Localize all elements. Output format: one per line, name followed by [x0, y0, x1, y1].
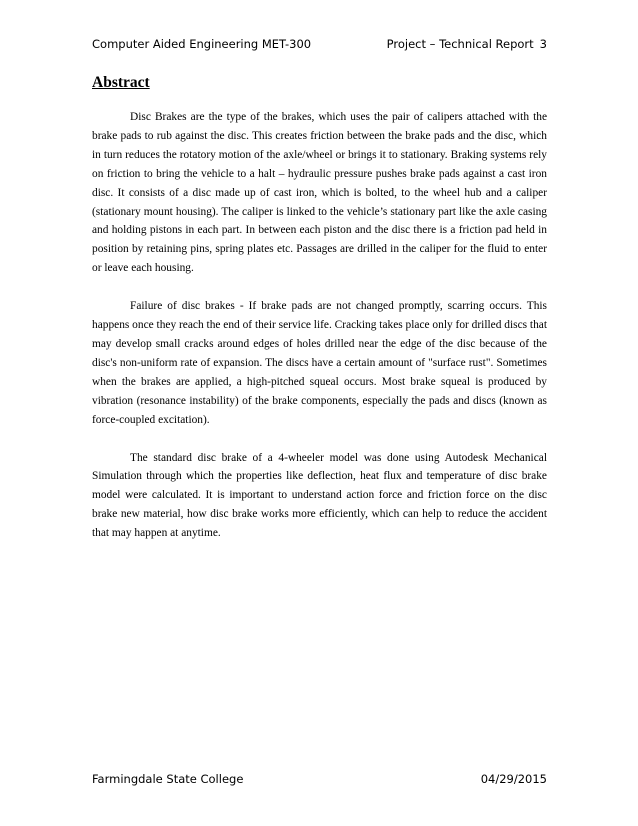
paragraph: Disc Brakes are the type of the brakes, which uses the pair of calipers attached with the brake pads to rub against the disc. This creates friction between the brake pads and the disc, which in turn reduces the rotatory motion of the axle/wheel or brings it to stationary. Braking systems rely on friction to bring the vehicle to a halt – hydraulic pressure pushes brake pads against a cast iron disc. It consists of a disc made up of cast iron, which is bolted, to the wheel hub and a caliper (stationary mount housing). The caliper is linked to the vehicle’s stationary part like the axle casing and holding pistons in each part. In between each piston and the disc there is a friction pad held in position by retaining pins, spring plates etc. Passages are drilled in the caliper for the fluid to enter or leave each housing.	[92, 111, 547, 275]
footer-date: 04/29/2015	[480, 772, 547, 786]
footer-institution: Farmingdale State College	[92, 772, 244, 786]
page-number: 3	[539, 37, 547, 51]
abstract-body	[92, 108, 547, 562]
page-header	[92, 37, 547, 51]
header-report-title: Project – Technical Report	[386, 37, 534, 51]
header-right-group	[387, 37, 547, 51]
header-course-title: Computer Aided Engineering MET-300	[92, 37, 312, 51]
paragraph: The standard disc brake of a 4-wheeler model was done using Autodesk Mechanical Simulation through which the properties like deflection, heat flux and temperature of disc brake model were calculated. It is important to understand action force and friction force on the disc brake new material, how disc brake works more efficiently, which can help to reduce the accident that may happen at anytime.	[92, 451, 547, 540]
page-footer	[92, 772, 547, 786]
paragraph: Failure of disc brakes - If brake pads are not changed promptly, scarring occurs. This happens once they reach the end of their service life. Cracking takes place only for drilled discs that may develop small cracks around edges of holes drilled near the edge of the disc because of the disc's non-uniform rate of expansion. The discs have a certain amount of "surface rust". Sometimes when the brakes are applied, a high-pitched squeal occurs. Most brake squeal is produced by vibration (resonance instability) of the brake components, especially the pads and discs (known as force-coupled excitation).	[92, 300, 547, 426]
section-title: Abstract	[92, 74, 150, 91]
